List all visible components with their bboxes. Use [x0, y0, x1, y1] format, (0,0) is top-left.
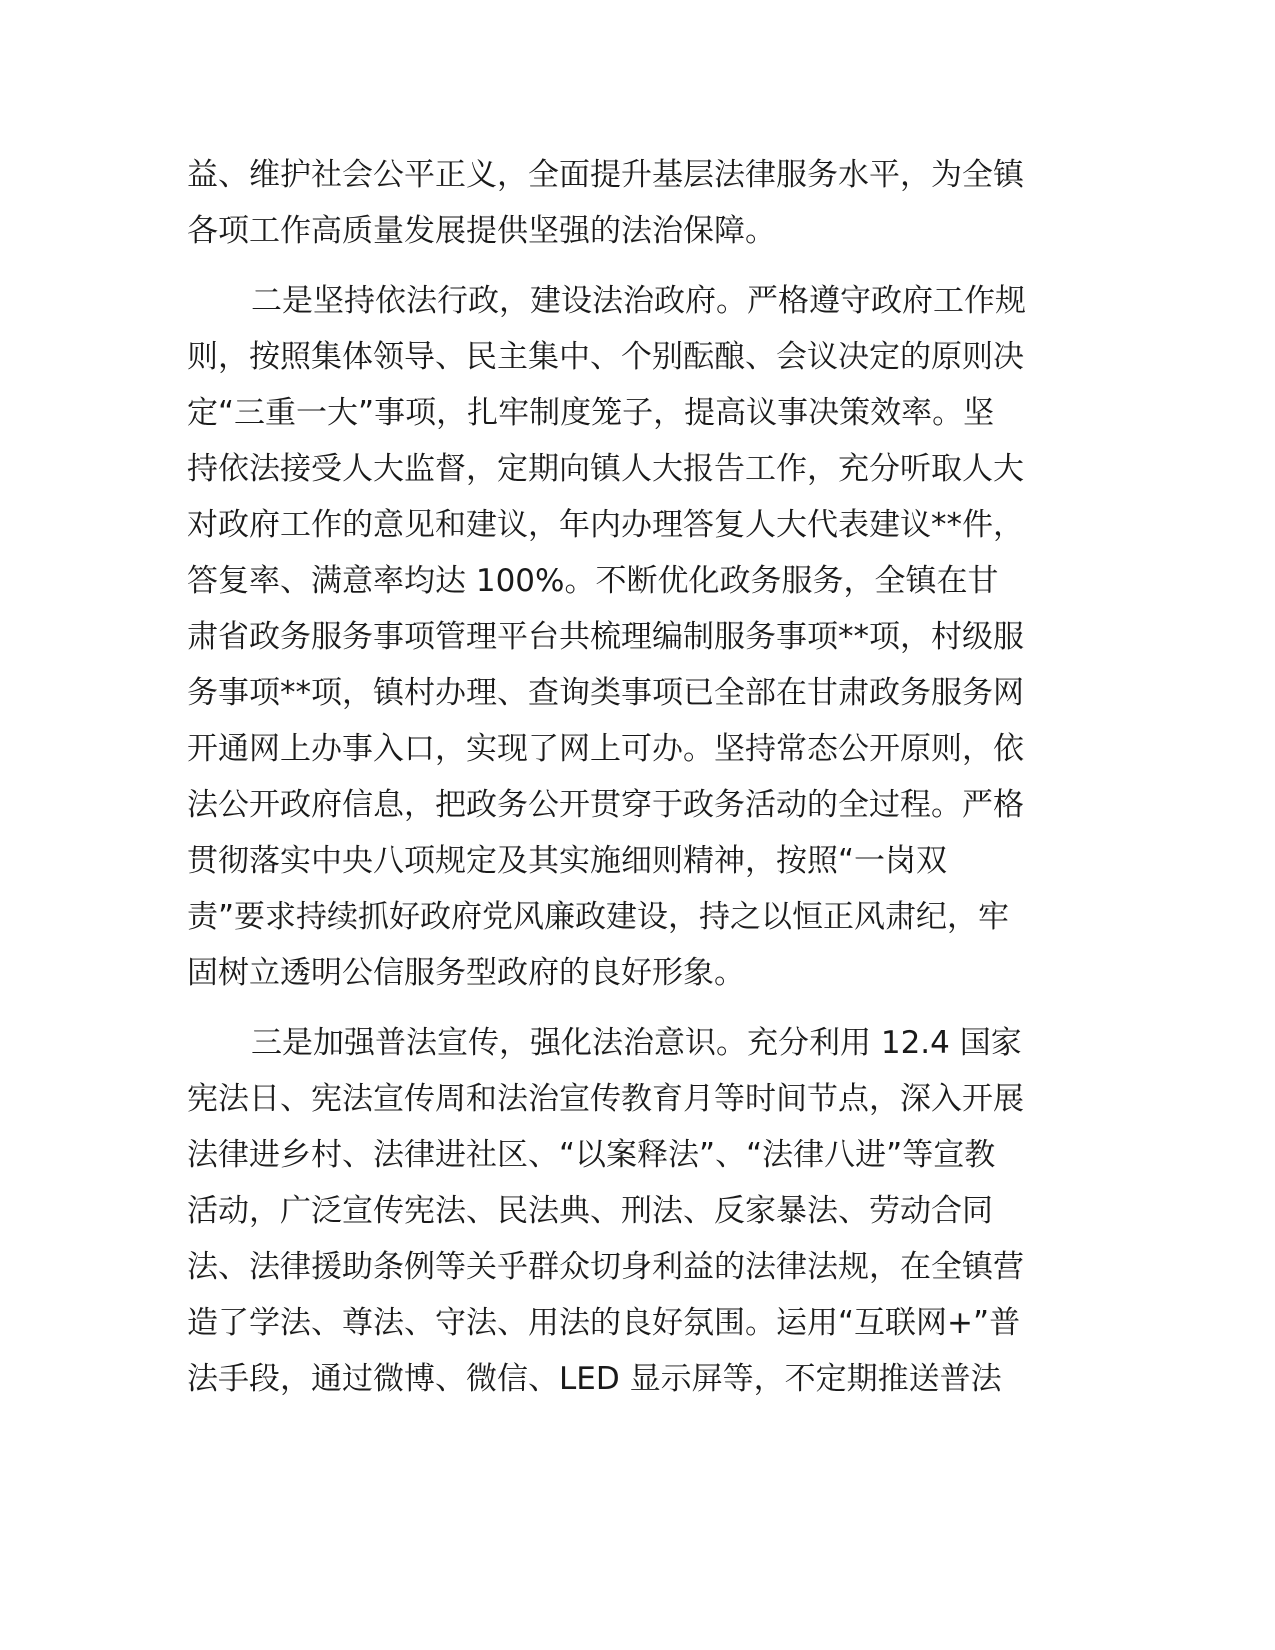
paragraph-2-line-13: 固树立透明公信服务型政府的良好形象。: [187, 955, 745, 991]
paragraph-2-line-5: 对政府工作的意见和建议，年内办理答复人大代表建议**件，: [187, 507, 1024, 543]
paragraph-3-line-7: 法手段，通过微博、微信、LED 显示屏等，不定期推送普法: [187, 1361, 1002, 1397]
paragraph-1-line-2: 各项工作高质量发展提供坚强的法治保障。: [187, 213, 776, 249]
paragraph-1-line-1: 益、维护社会公平正义，全面提升基层法律服务水平，为全镇: [187, 157, 1024, 193]
paragraph-2-line-4: 持依法接受人大监督，定期向镇人大报告工作，充分听取人大: [187, 451, 1024, 487]
paragraph-2-line-12: 责”要求持续抓好政府党风廉政建设，持之以恒正风肃纪，牢: [187, 899, 1010, 935]
paragraph-2-line-10: 法公开政府信息，把政务公开贯穿于政务活动的全过程。严格: [187, 787, 1024, 823]
paragraph-3-line-4: 活动，广泛宣传宪法、民法典、刑法、反家暴法、劳动合同: [187, 1193, 993, 1229]
paragraph-3-line-3: 法律进乡村、法律进社区、“以案释法”、“法律八进”等宣教: [187, 1137, 996, 1173]
paragraph-3-line-2: 宪法日、宪法宣传周和法治宣传教育月等时间节点，深入开展: [187, 1081, 1024, 1117]
paragraph-2-line-9: 开通网上办事入口，实现了网上可办。坚持常态公开原则，依: [187, 731, 1024, 767]
paragraph-3-line-1: 三是加强普法宣传，强化法治意识。充分利用 12.4 国家: [251, 1025, 1022, 1061]
paragraph-2-line-3: 定“三重一大”事项，扎牢制度笼子，提高议事决策效率。坚: [187, 395, 995, 431]
paragraph-2-line-7: 肃省政务服务事项管理平台共梳理编制服务事项**项，村级服: [187, 619, 1024, 655]
paragraph-2-line-1: 二是坚持依法行政，建设法治政府。严格遵守政府工作规: [251, 283, 1026, 319]
paragraph-2-line-8: 务事项**项，镇村办理、查询类事项已全部在甘肃政务服务网: [187, 675, 1024, 711]
paragraph-2-line-11: 贯彻落实中央八项规定及其实施细则精神，按照“一岗双: [187, 843, 948, 879]
paragraph-3-line-6: 造了学法、尊法、守法、用法的良好氛围。运用“互联网+”普: [187, 1305, 1021, 1341]
paragraph-2-line-6: 答复率、满意率均达 100%。不断优化政务服务，全镇在甘: [187, 563, 999, 599]
paragraph-2-line-2: 则，按照集体领导、民主集中、个别酝酿、会议决定的原则决: [187, 339, 1024, 375]
paragraph-3-line-5: 法、法律援助条例等关乎群众切身利益的法律法规，在全镇营: [187, 1249, 1024, 1285]
